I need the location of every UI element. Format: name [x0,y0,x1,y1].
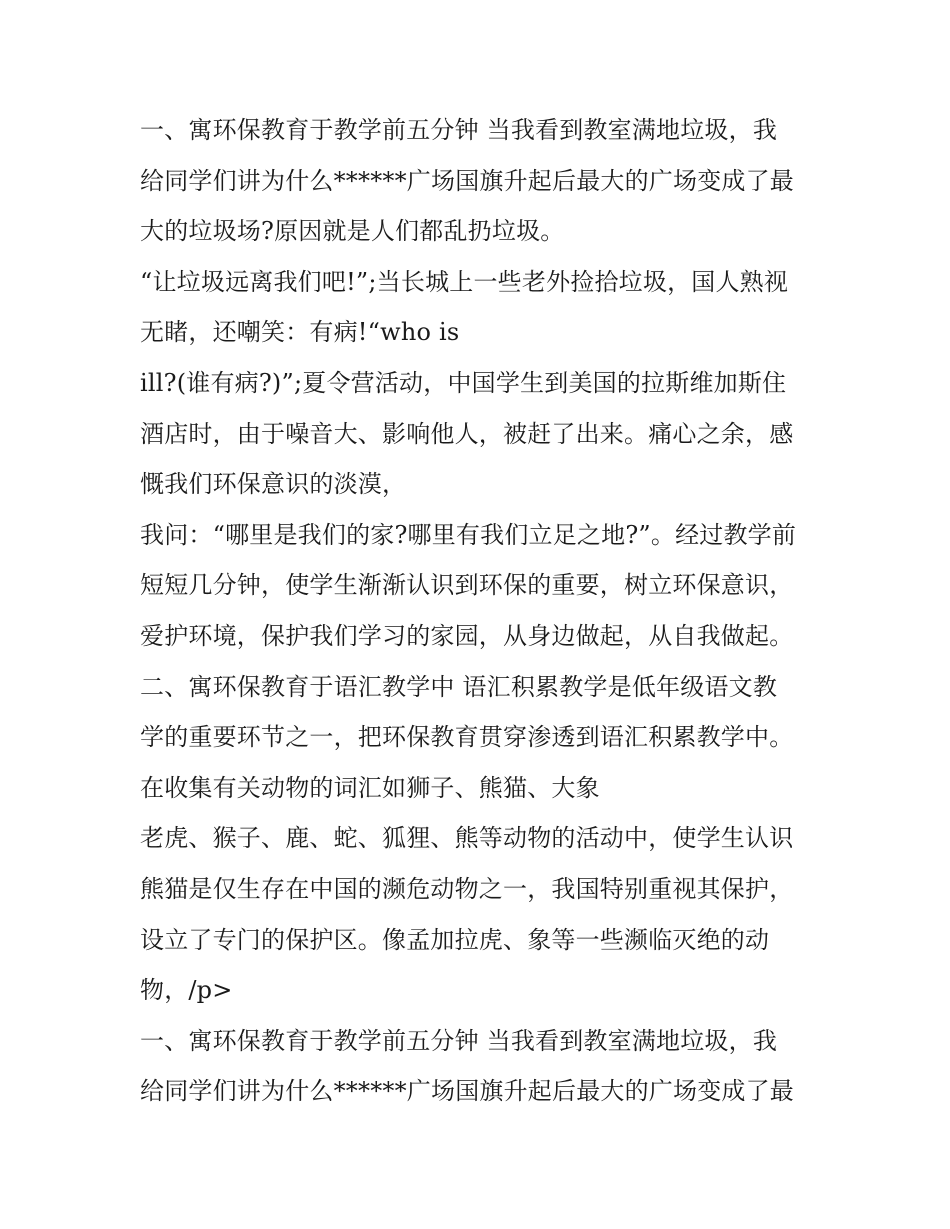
text-line: 老虎、猴子、鹿、蛇、狐狸、熊等动物的活动中，使学生认识 [140,824,794,853]
text-line: 一、寓环保教育于教学前五分钟 当我看到教室满地垃圾，我 [140,116,778,144]
text-line: 短短几分钟，使学生渐渐认识到环保的重要，树立环保意识， [140,571,794,600]
text-line: 我问：“哪里是我们的家?哪里有我们立足之地?”。经过教学前 [140,520,797,549]
text-line: 无睹，还嘲笑：有病!“who is [140,318,460,347]
text-line: ill?(谁有病?)”;夏令营活动，中国学生到美国的拉斯维加斯住 [140,368,787,397]
body-text [140,105,830,1117]
text-line: 给同学们讲为什么******广场国旗升起后最大的广场变成了最 [140,166,794,195]
text-line: 爱护环境，保护我们学习的家园，从身边做起，从自我做起。 [140,621,794,650]
text-line: 设立了专门的保护区。像孟加拉虎、象等一些濒临灭绝的动 [140,925,770,954]
text-line: 二、寓环保教育于语汇教学中 语汇积累教学是低年级语文教 [140,672,778,701]
text-line: 熊猫是仅生存在中国的濒危动物之一，我国特别重视其保护， [140,874,794,903]
text-line: 给同学们讲为什么******广场国旗升起后最大的广场变成了最 [140,1077,794,1106]
text-line: 学的重要环节之一，把环保教育贯穿渗透到语汇积累教学中。 [140,723,794,752]
text-line: 一、寓环保教育于教学前五分钟 当我看到教室满地垃圾，我 [140,1026,778,1055]
text-line: 慨我们环保意识的淡漠， [140,470,407,499]
text-line: 在收集有关动物的词汇如狮子、熊猫、大象 [140,773,600,802]
text-line: “让垃圾远离我们吧!”;当长城上一些老外捡拾垃圾，国人熟视 [140,267,789,296]
text-line: 酒店时，由于噪音大、影响他人，被赶了出来。痛心之余，感 [140,419,794,448]
text-line: 物，/p> [140,976,233,1005]
text-line: 大的垃圾场?原因就是人们都乱扔垃圾。 [140,217,565,246]
